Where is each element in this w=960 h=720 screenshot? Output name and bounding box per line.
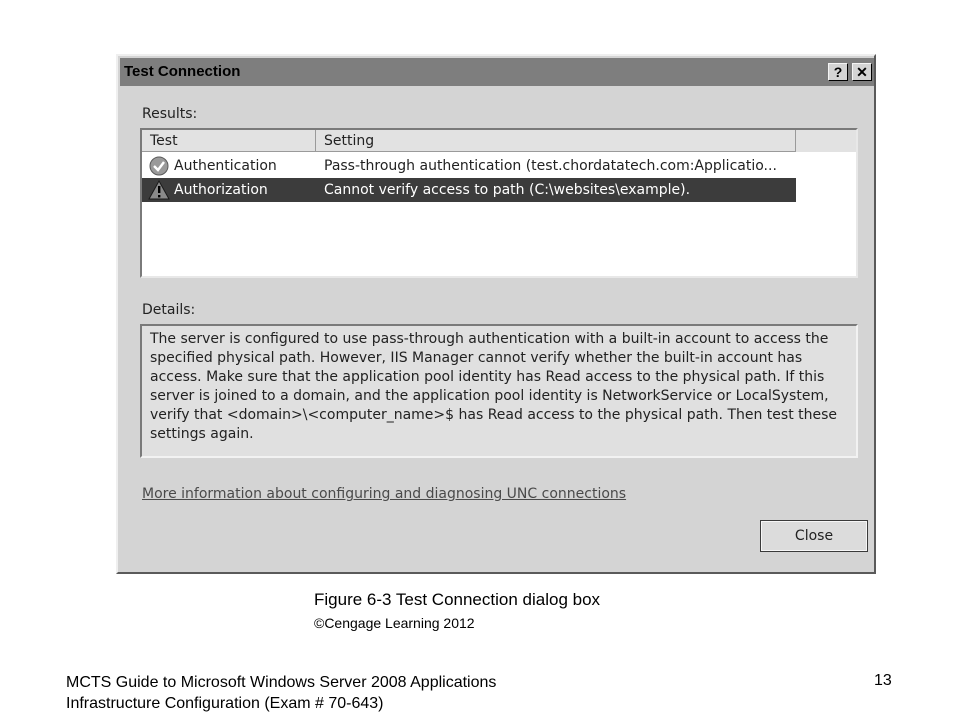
result-row-authorization[interactable] — [142, 178, 796, 202]
figure-caption: Figure 6-3 Test Connection dialog box — [314, 590, 601, 609]
footer-line-1: MCTS Guide to Microsoft Windows Server 2008 Applications — [66, 674, 497, 691]
result-row-authentication[interactable] — [142, 154, 796, 178]
warning-icon — [148, 180, 170, 200]
more-information-link[interactable]: More information about configuring and diagnosing UNC connections — [142, 486, 627, 502]
results-list[interactable] — [140, 128, 858, 278]
title-bar[interactable] — [120, 58, 874, 86]
check-icon — [148, 156, 170, 176]
details-label: Details: — [142, 302, 196, 318]
copyright-text: ©Cengage Learning 2012 — [314, 615, 475, 631]
details-textbox[interactable]: The server is configured to use pass-through authentication with a built-in account to access the specified physical path. However, IIS Manager cannot verify whether the built-in account has access. Make sure that the application pool identity has Read access to the physical path. If this server is joined to a domain, and the application pool identity is NetworkService or LocalSystem, verify that <domain>\<computer_name>$ has Read access to the physical path. Then test these settings again. — [140, 324, 858, 458]
setting-value: Cannot verify access to path (C:\websites\example). — [324, 182, 691, 198]
setting-value: Pass-through authentication (test.chordatatech.com:Applicatio... — [324, 158, 777, 174]
close-button[interactable]: Close — [760, 520, 868, 552]
help-button[interactable]: ? — [828, 63, 848, 81]
column-header-test[interactable]: Test — [142, 130, 316, 152]
footer-line-2: Infrastructure Configuration (Exam # 70-643) — [66, 695, 384, 712]
test-connection-dialog — [116, 54, 876, 574]
close-x-button[interactable]: ✕ — [852, 63, 872, 81]
dialog-title: Test Connection — [124, 63, 241, 80]
page-number: 13 — [874, 672, 892, 689]
list-header — [142, 130, 856, 152]
test-name: Authorization — [174, 182, 268, 198]
test-name: Authentication — [174, 158, 277, 174]
results-label: Results: — [142, 106, 198, 122]
footer-book-title — [66, 672, 626, 714]
column-header-setting[interactable]: Setting — [316, 130, 796, 152]
